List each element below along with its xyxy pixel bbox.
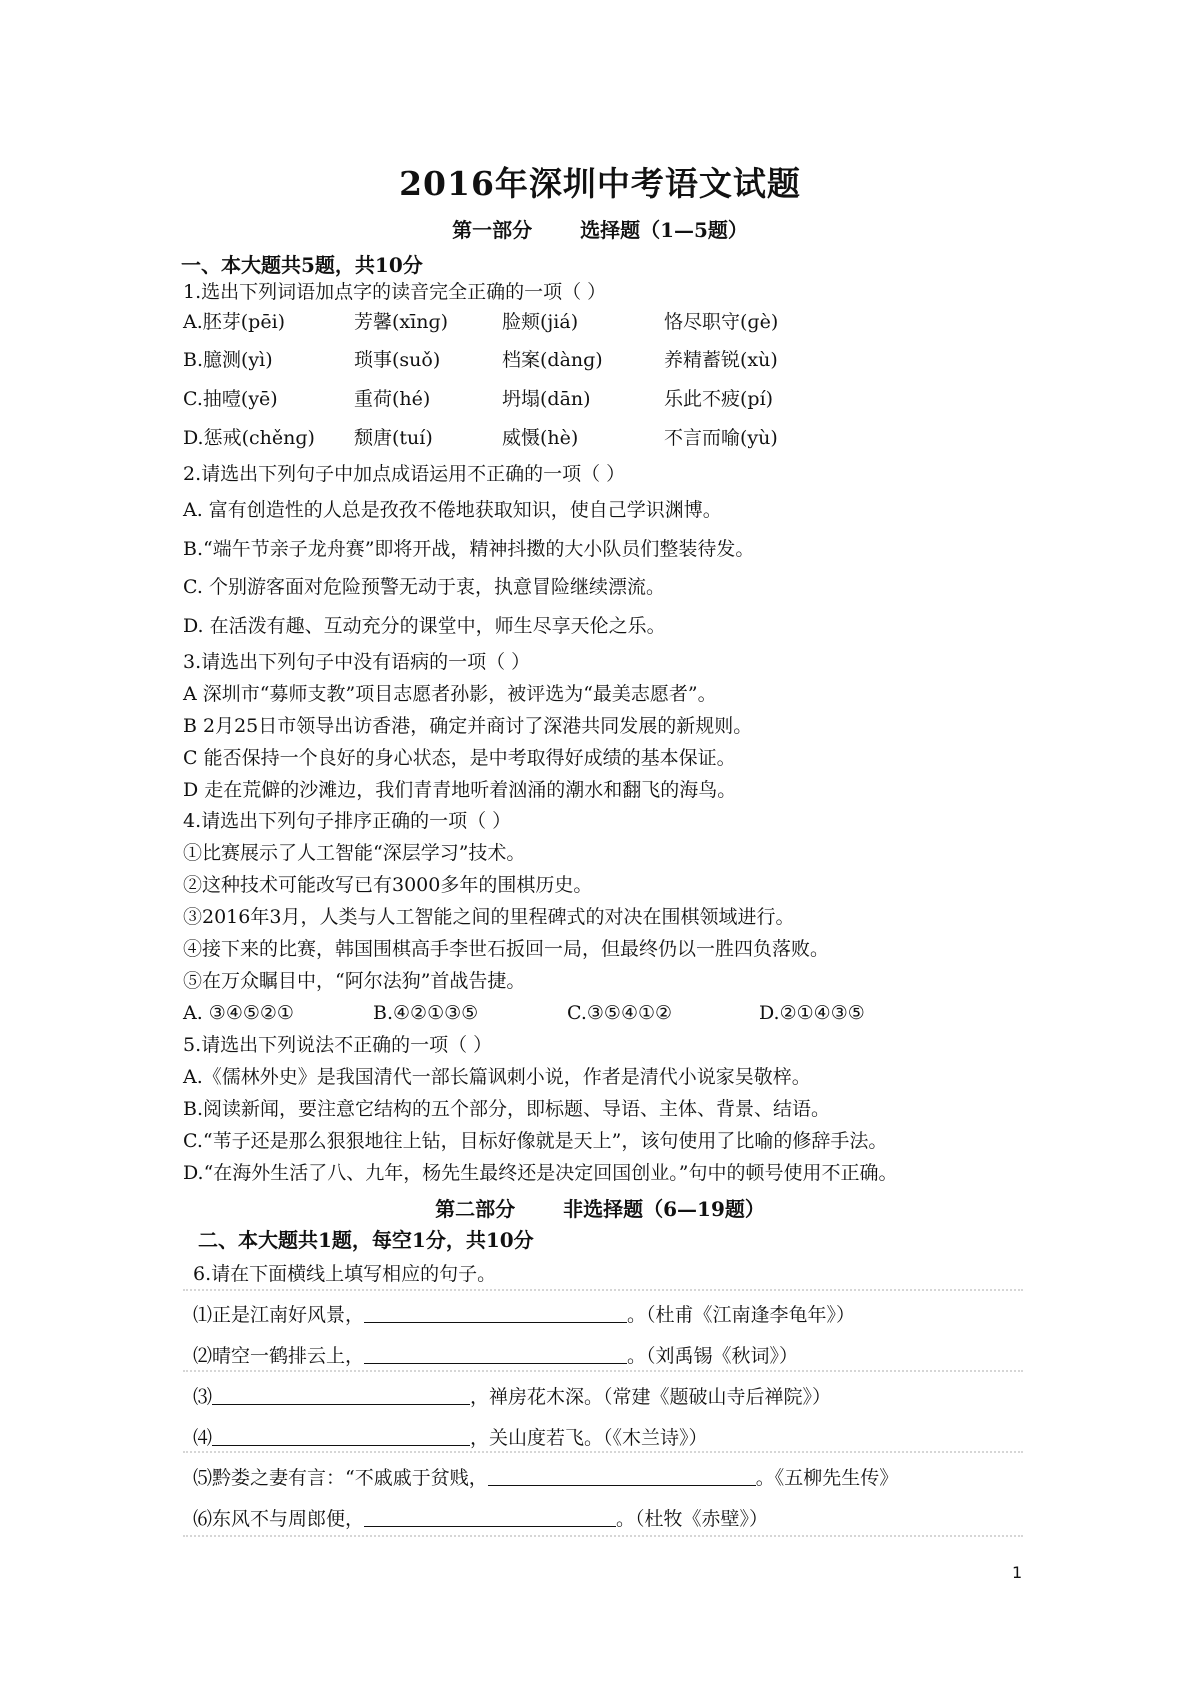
section-two-heading: 二、本大题共1题，每空1分，共10分 <box>198 1228 534 1252</box>
q4-option-c: C.③⑤④①② <box>567 1002 673 1024</box>
q2-option-d: D. 在活泼有趣、互动充分的课堂中，师生尽享天伦之乐。 <box>183 615 666 637</box>
q1-b-2: 琐事(suǒ) <box>354 349 441 371</box>
q1-d-3: 威慑(hè) <box>502 427 579 449</box>
q3-stem: 3.请选出下列句子中没有语病的一项（ ） <box>183 651 531 673</box>
q3-option-a: A 深圳市“募师支教”项目志愿者孙影，被评选为“最美志愿者”。 <box>183 683 717 705</box>
q6-item-1-prefix: ⑴正是江南好风景， <box>193 1304 365 1326</box>
q1-a-3: 脸颊(jiá) <box>502 311 579 333</box>
q2-option-b: B.“端午节亲子龙舟赛”即将开战，精神抖擞的大小队员们整装待发。 <box>183 538 755 560</box>
q6-item-4-prefix: ⑷ <box>193 1427 213 1449</box>
q4-stem: 4.请选出下列句子排序正确的一项（ ） <box>183 810 512 832</box>
q6-item-2-prefix: ⑵晴空一鹤排云上， <box>193 1345 365 1367</box>
q5-option-a: A.《儒林外史》是我国清代一部长篇讽刺小说，作者是清代小说家吴敬梓。 <box>183 1066 811 1088</box>
q6-item-5-source: 。《五柳先生传》 <box>755 1467 899 1489</box>
q4-sentence-4: ④接下来的比赛，韩国围棋高手李世石扳回一局，但最终仍以一胜四负落败。 <box>183 938 830 960</box>
q6-item-3-source: ，禅房花木深。（常建《题破山寺后禅院》） <box>470 1386 832 1408</box>
q1-b-1: B.臆测(yì) <box>183 349 273 371</box>
q4-option-a: A. ③④⑤②① <box>183 1002 294 1024</box>
q6-item-5-prefix: ⑸黔娄之妻有言：“不戚戚于贫贱， <box>193 1467 488 1489</box>
q6-item-5 <box>193 1466 898 1490</box>
q5-option-d: D.“在海外生活了八、九年，杨先生最终还是决定回国创业。”句中的顿号使用不正确。 <box>183 1162 898 1184</box>
answer-blank-5[interactable] <box>488 1467 756 1486</box>
q6-item-2 <box>193 1344 798 1368</box>
q1-a-2: 芳馨(xīnɡ) <box>354 311 449 333</box>
q2-option-c: C. 个别游客面对危险预警无动于衷，执意冒险继续漂流。 <box>183 576 665 598</box>
q6-item-6-source: 。（杜牧《赤壁》） <box>616 1508 769 1530</box>
q1-c-2: 重荷(hé) <box>354 388 431 410</box>
q4-sentence-5: ⑤在万众瞩目中，“阿尔法狗”首战告捷。 <box>183 970 526 992</box>
q6-item-6 <box>193 1507 768 1531</box>
answer-blank-6[interactable] <box>364 1508 616 1527</box>
q6-item-4-source: ，关山度若飞。（《木兰诗》） <box>470 1427 708 1449</box>
q1-c-3: 坍塌(dān) <box>502 388 591 410</box>
q6-stem: 6.请在下面横线上填写相应的句子。 <box>193 1263 497 1285</box>
answer-blank-3[interactable] <box>212 1386 470 1405</box>
q3-option-d: D 走在荒僻的沙滩边，我们青青地听着汹涌的潮水和翻飞的海鸟。 <box>183 779 737 801</box>
q1-c-1: C.抽噎(yē) <box>183 388 278 410</box>
q1-d-2: 颓唐(tuí) <box>354 427 433 449</box>
page-number: 1 <box>1012 1563 1023 1582</box>
q4-sentence-3: ③2016年3月，人类与人工智能之间的里程碑式的对决在围棋领域进行。 <box>183 906 795 928</box>
dotted-divider <box>183 1451 1023 1453</box>
q4-option-b: B.④②①③⑤ <box>373 1002 479 1024</box>
dotted-divider <box>183 1289 1023 1291</box>
answer-blank-2[interactable] <box>364 1345 627 1364</box>
answer-blank-1[interactable] <box>364 1304 627 1323</box>
q2-stem: 2.请选出下列句子中加点成语运用不正确的一项（ ） <box>183 463 626 485</box>
q3-option-b: B 2月25日市领导出访香港，确定并商讨了深港共同发展的新规则。 <box>183 715 753 737</box>
dotted-divider <box>183 1535 1023 1537</box>
q1-a-1: A.胚芽(pēi) <box>183 311 286 333</box>
q6-item-2-source: 。（刘禹锡《秋词》） <box>627 1345 799 1367</box>
part-one-desc: 选择题（1—5题） <box>580 218 748 242</box>
q6-item-1 <box>193 1303 855 1327</box>
q5-option-b: B.阅读新闻，要注意它结构的五个部分，即标题、导语、主体、背景、结语。 <box>183 1098 831 1120</box>
q6-item-3 <box>193 1385 831 1409</box>
part-one-name: 第一部分 <box>452 218 533 242</box>
q5-option-c: C.“苇子还是那么狠狠地往上钻，目标好像就是天上”，该句使用了比喻的修辞手法。 <box>183 1130 888 1152</box>
answer-blank-4[interactable] <box>212 1427 470 1446</box>
q4-option-d: D.②①④③⑤ <box>759 1002 865 1024</box>
part-two-name: 第二部分 <box>435 1197 516 1221</box>
q1-d-4: 不言而喻(yù) <box>664 427 778 449</box>
part-two-heading <box>0 1193 1200 1222</box>
q4-sentence-1: ①比赛展示了人工智能“深层学习”技术。 <box>183 842 526 864</box>
part-one-heading <box>0 214 1200 243</box>
q5-stem: 5.请选出下列说法不正确的一项（ ） <box>183 1034 493 1056</box>
q6-item-1-source: 。（杜甫《江南逢李龟年》） <box>627 1304 856 1326</box>
q1-stem: 1.选出下列词语加点字的读音完全正确的一项（ ） <box>183 281 607 303</box>
q1-b-3: 档案(dànɡ) <box>502 349 603 371</box>
page-title: 2016年深圳中考语文试题 <box>399 164 801 203</box>
q1-d-1: D.惩戒(chěnɡ) <box>183 427 315 449</box>
part-two-desc: 非选择题（6—19题） <box>563 1197 765 1221</box>
q1-a-4: 恪尽职守(ɡè) <box>664 311 779 333</box>
q6-item-6-prefix: ⑹东风不与周郎便， <box>193 1508 365 1530</box>
q6-item-3-prefix: ⑶ <box>193 1386 213 1408</box>
q1-c-4: 乐此不疲(pí) <box>664 388 774 410</box>
q6-item-4 <box>193 1426 708 1450</box>
section-one-heading: 一、本大题共5题，共10分 <box>181 253 423 277</box>
q4-sentence-2: ②这种技术可能改写已有3000多年的围棋历史。 <box>183 874 593 896</box>
dotted-divider <box>183 1370 1023 1372</box>
q3-option-c: C 能否保持一个良好的身心状态，是中考取得好成绩的基本保证。 <box>183 747 736 769</box>
q1-b-4: 养精蓄锐(xù) <box>664 349 778 371</box>
q2-option-a: A. 富有创造性的人总是孜孜不倦地获取知识，使自己学识渊博。 <box>183 499 722 521</box>
